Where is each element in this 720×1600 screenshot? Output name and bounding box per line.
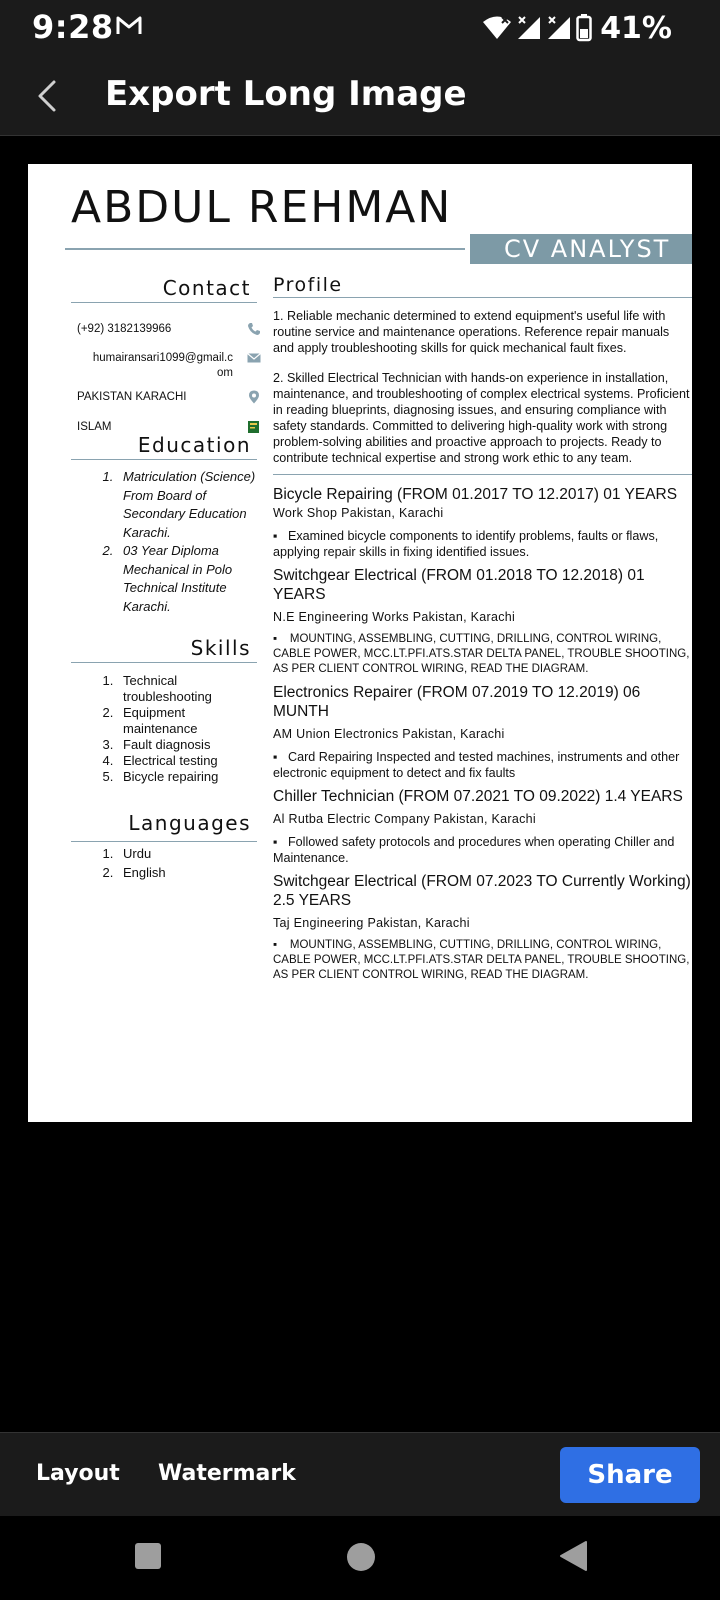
job-company: Work Shop Pakistan, Karachi	[273, 506, 444, 520]
divider	[273, 474, 692, 475]
education-item: 2. 03 Year Diploma Mechanical in Polo Technical Institute Karachi.	[117, 542, 257, 616]
profile-paragraph-2: 2. Skilled Electrical Technician with hands-on experience in installation, maintenance, and troubleshooting of complex electrical systems. Proficient in reading blueprints, diagnosing issues, and ensuring compliance with safety standards. Committed to delivering high-quality work with strong problem-solving abilities and proactive approach to projects. Ready to contribute technical expertise and strong work ethic to any team.	[273, 371, 690, 465]
divider	[65, 248, 465, 250]
divider	[71, 662, 257, 663]
divider	[71, 459, 257, 460]
job-title: Bicycle Repairing (FROM 01.2017 TO 12.2017) 01 YEARS	[273, 486, 678, 503]
job-title: Chiller Technician (FROM 07.2021 TO 09.2022) 1.4 YEARS	[273, 788, 683, 805]
contact-location	[71, 383, 257, 413]
phone-text: (+92) 3182139966	[77, 323, 172, 335]
email-icon	[247, 351, 261, 365]
religion-text: ISLAM	[77, 421, 112, 433]
cv-name: ABDUL REHMAN	[71, 182, 453, 233]
book-icon	[247, 420, 261, 434]
cv-role-banner: CV ANALYST	[470, 234, 692, 264]
preview-area[interactable]	[0, 136, 720, 1432]
skill-item: 4. Electrical testing	[117, 753, 257, 769]
email-line-2: om	[217, 367, 233, 379]
app-bar	[0, 56, 720, 136]
contact-phone	[71, 315, 257, 345]
skill-item: 2. Equipment maintenance	[117, 705, 257, 737]
cv-page-preview[interactable]	[28, 164, 692, 1122]
skills-list	[71, 673, 257, 785]
language-item: 2. English	[117, 863, 257, 882]
job-bullet: ▪ MOUNTING, ASSEMBLING, CUTTING, DRILLING, CONTROL WIRING, CABLE POWER, MCC.LT.PFI.ATS.STAR DELTA PANEL, TROUBLE SHOOTING, AS PER CLIENT CONTROL WIRING, READ THE DIAGRAM.	[273, 939, 690, 981]
education-heading: Education	[137, 433, 251, 457]
skill-item: 1. Technical troubleshooting	[117, 673, 257, 705]
job-title: Switchgear Electrical (FROM 07.2023 TO Currently Working) 2.5 YEARS	[273, 873, 691, 909]
contact-heading: Contact	[162, 276, 251, 300]
job-title: Electronics Repairer (FROM 07.2019 TO 12.2019) 06 MUNTH	[273, 684, 641, 720]
divider	[273, 297, 692, 298]
status-bar	[0, 0, 720, 56]
status-time: 9:28	[32, 8, 114, 46]
job-bullet: ▪ Card Repairing Inspected and tested machines, instruments and other electronic equipment to detect and fix faults	[273, 750, 680, 780]
back-arrow-icon[interactable]	[30, 74, 70, 118]
page-title: Export Long Image	[105, 74, 467, 114]
system-nav-bar	[0, 1516, 720, 1600]
nav-back-icon[interactable]	[558, 1540, 588, 1572]
languages-heading: Languages	[128, 811, 251, 835]
education-list	[71, 468, 257, 616]
email-text	[83, 351, 233, 381]
job-bullet: ▪ Examined bicycle components to identify problems, faults or flaws, applying repair skills in fixing identified issues.	[273, 529, 659, 559]
languages-list	[71, 844, 257, 882]
cv-right-column	[273, 274, 692, 983]
layout-button[interactable]: Layout	[36, 1461, 120, 1486]
language-item: 1. Urdu	[117, 844, 257, 863]
profile-heading: Profile	[273, 274, 343, 296]
wifi-icon	[482, 15, 512, 41]
location-icon	[247, 390, 261, 404]
status-icons	[482, 8, 672, 48]
education-item: 1. Matriculation (Science) From Board of Secondary Education Karachi.	[117, 468, 257, 542]
location-text: PAKISTAN KARACHI	[77, 391, 187, 403]
job-bullet: ▪ Followed safety protocols and procedures when operating Chiller and Maintenance.	[273, 835, 675, 865]
job-title: Switchgear Electrical (FROM 01.2018 TO 12.2018) 01 YEARS	[273, 567, 645, 603]
contact-religion	[71, 413, 257, 443]
job-company: N.E Engineering Works Pakistan, Karachi	[273, 610, 516, 624]
job-bullet: ▪ MOUNTING, ASSEMBLING, CUTTING, DRILLING, CONTROL WIRING, CABLE POWER, MCC.LT.PFI.ATS.STAR DELTA PANEL, TROUBLE SHOOTING, AS PER CLIENT CONTROL WIRING, READ THE DIAGRAM.	[273, 633, 690, 675]
profile-paragraph-1: 1. Reliable mechanic determined to extend equipment's useful life with routine service and maintenance operations. Reference repair manuals and apply troubleshooting skills for quick mechanical fault fixes.	[273, 309, 670, 355]
nav-home-icon[interactable]	[346, 1542, 376, 1572]
skills-heading: Skills	[190, 636, 251, 660]
skill-item: 5. Bicycle repairing	[117, 769, 257, 785]
divider	[71, 841, 257, 842]
cv-left-column	[71, 276, 257, 882]
battery-icon	[576, 14, 592, 42]
signal-icon	[546, 15, 572, 41]
signal-icon	[516, 15, 542, 41]
share-button[interactable]: Share	[560, 1447, 700, 1503]
gmail-icon	[116, 14, 142, 36]
nav-recents-icon[interactable]	[134, 1542, 162, 1570]
bottom-toolbar	[0, 1432, 720, 1516]
job-company: Al Rutba Electric Company Pakistan, Karachi	[273, 812, 537, 826]
job-company: Taj Engineering Pakistan, Karachi	[273, 916, 470, 930]
watermark-button[interactable]: Watermark	[158, 1461, 296, 1486]
email-line-1: humairansari1099@gmail.c	[92, 352, 233, 364]
contact-email	[71, 345, 257, 383]
skill-item: 3. Fault diagnosis	[117, 737, 257, 753]
phone-icon	[247, 322, 261, 336]
battery-percent: 41%	[600, 10, 672, 46]
job-company: AM Union Electronics Pakistan, Karachi	[273, 727, 505, 741]
